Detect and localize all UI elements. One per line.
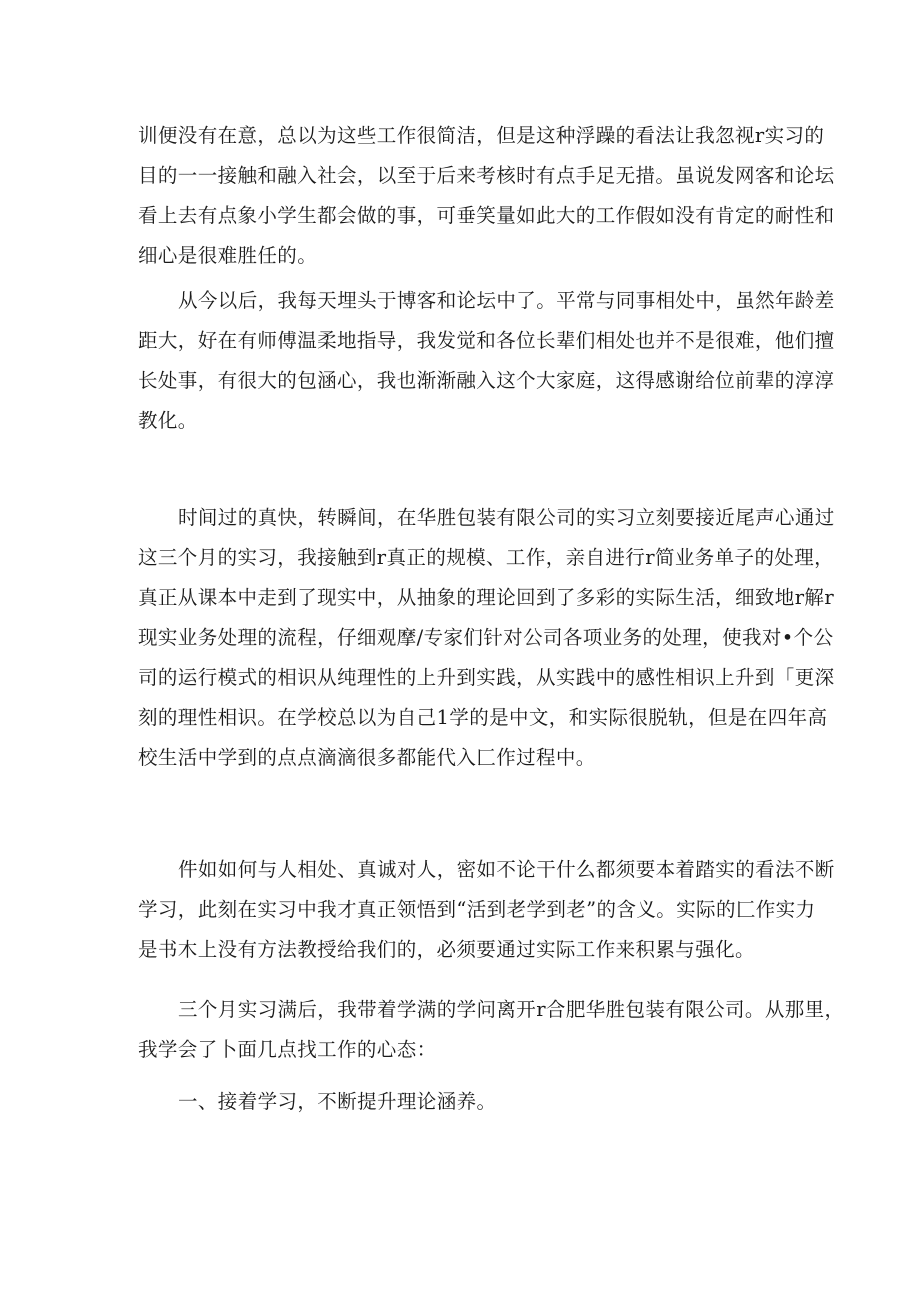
paragraph-3 bbox=[138, 498, 835, 778]
paragraph-line: 一、接着学习，不断提升理论涵养。 bbox=[178, 1090, 497, 1113]
paragraph-line: 是书木上没有方法教授给我们的，必须要通过实际工作来积累与强化。 bbox=[138, 938, 755, 961]
paragraph-4 bbox=[138, 850, 835, 970]
paragraph-line: 时间过的真快，转瞬间，在华胜包装有限公司的实习立刻要接近尾声心通过 bbox=[178, 506, 835, 529]
paragraph-line: 三个月实习满后，我带着学满的学问离开r合肥华胜包装有限公司。从那里， bbox=[178, 998, 845, 1021]
paragraph-line: 距大，好在有师傅温柔地指导，我发觉和各位长辈们相处也并不是很难，他们擅 bbox=[138, 329, 835, 352]
paragraph-line: 刻的理性相识。在学校总以为自己1学的是中文，和实际很脱轨，但是在四年高 bbox=[138, 706, 828, 729]
paragraph-5 bbox=[138, 990, 845, 1070]
paragraph-line: 现实业务处理的流程，仔细观摩/专家们针对公司各项业务的处理，使我对•个公 bbox=[138, 626, 834, 649]
paragraph-line: 我学会了卜面几点找工作的心态： bbox=[138, 1038, 437, 1061]
paragraph-line: 看上去有点象小学生都会做的事，可垂笑量如此大的工作假如没有肯定的耐性和 bbox=[138, 204, 835, 227]
paragraph-line: 学习，此刻在实习中我才真正领悟到“活到老学到老”的含义。实际的匚作实力 bbox=[138, 898, 816, 921]
paragraph-line: 真正从课本中走到了现实中，从抽象的理论回到了多彩的实际生活，细致地r解r bbox=[138, 586, 835, 609]
paragraph-line: 校生活中学到的点点滴滴很多都能代入匚作过程中。 bbox=[138, 746, 596, 769]
paragraph-line: 这三个月的实习，我接触到r真正的规模、工作，亲自进行r简业务单子的处理， bbox=[138, 546, 835, 569]
paragraph-line: 教化。 bbox=[138, 409, 198, 432]
paragraph-line: 目的一一接触和融入社会，以至于后来考核时有点手足无措。虽说发网客和论坛 bbox=[138, 164, 835, 187]
paragraph-line: 从今以后，我每天埋头于博客和论坛中了。平常与同事相处中，虽然年龄差 bbox=[178, 289, 835, 312]
paragraph-line: 长处事，有很大的包涵心，我也渐渐融入这个大家庭，这得感谢给位前辈的淳淳 bbox=[138, 369, 835, 392]
paragraph-2 bbox=[138, 281, 835, 441]
paragraph-6 bbox=[138, 1082, 808, 1122]
paragraph-line: 司的运行模式的相识从纯理性的上升到实践，从实践中的感性相识上升到「更深 bbox=[138, 666, 835, 689]
paragraph-line: 件如如何与人相处、真诚对人，密如不论干什么都须要本着踏实的看法不断 bbox=[178, 858, 835, 881]
paragraph-line: 细心是很难胜任的。 bbox=[138, 244, 318, 267]
paragraph-1 bbox=[138, 116, 835, 276]
paragraph-line: 训便没有在意，总以为这些工作很简洁，但是这种浮躁的看法让我忽视r实习的 bbox=[138, 124, 825, 147]
